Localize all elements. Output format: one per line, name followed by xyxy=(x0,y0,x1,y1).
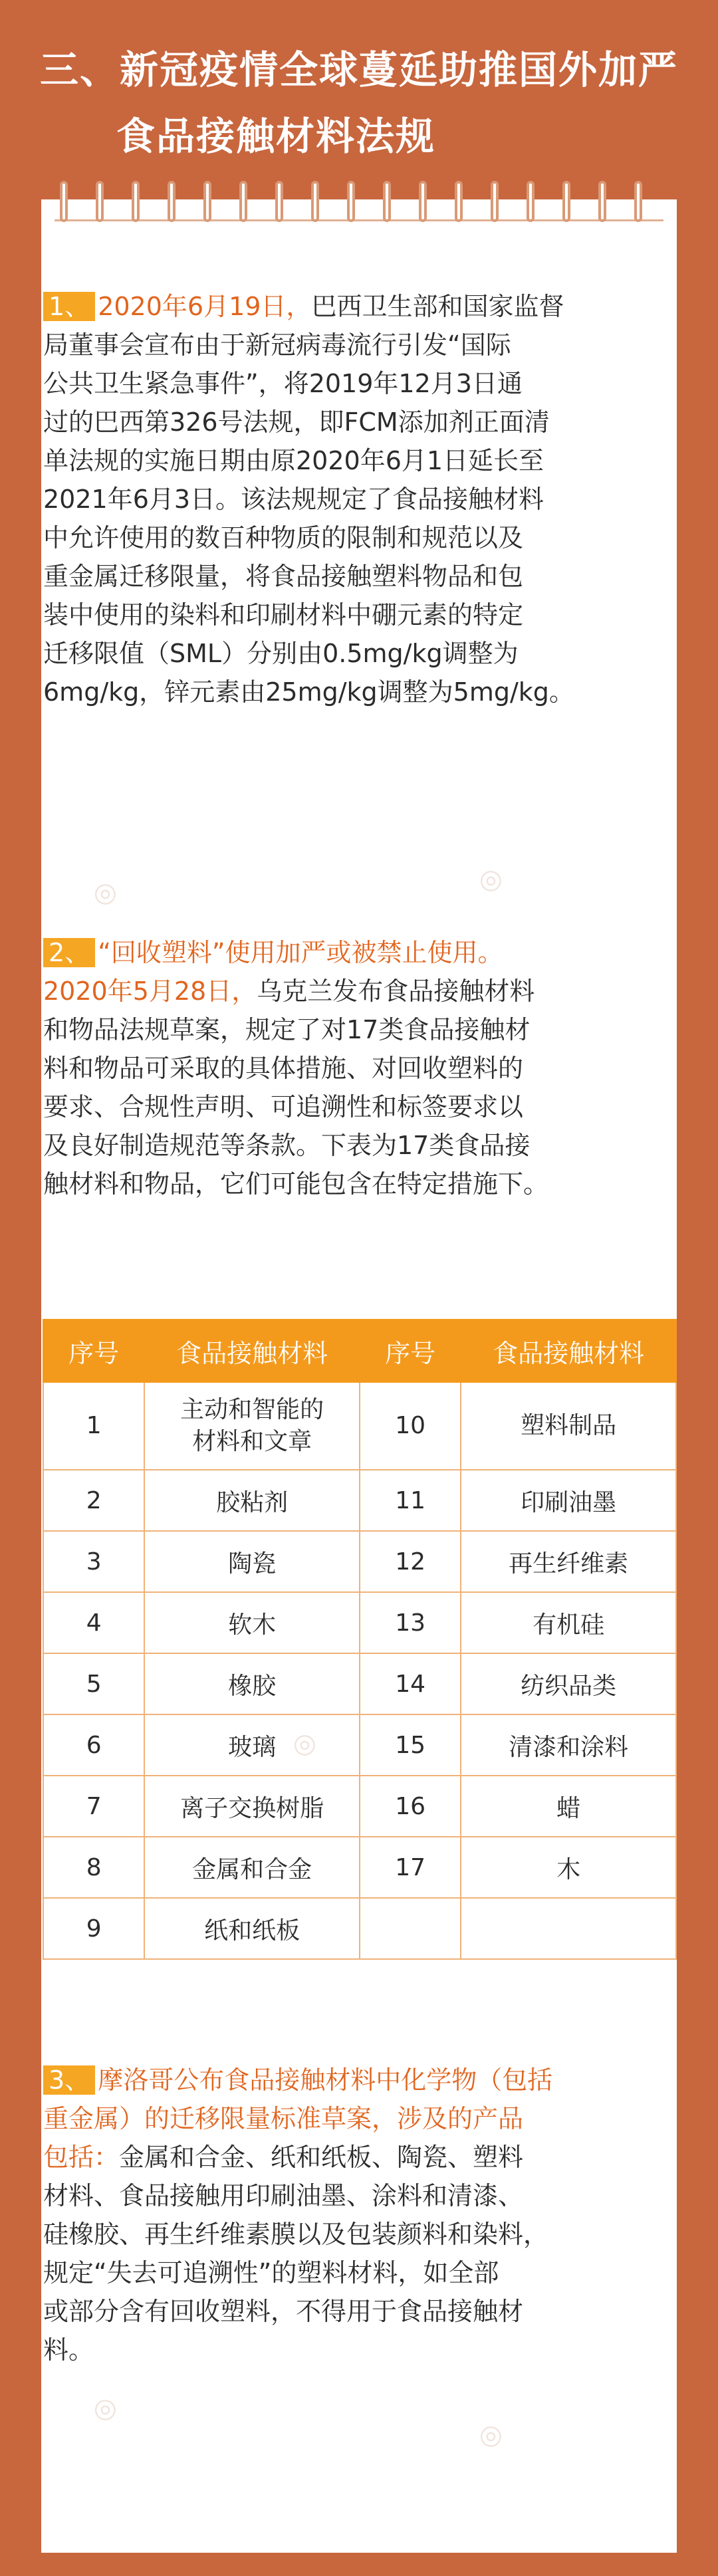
section-1-line: 过的巴西第326号法规，即FCM添加剂正面清 xyxy=(43,408,550,437)
page-title xyxy=(0,0,718,179)
table-cell: 纸和纸板 xyxy=(144,1898,360,1959)
table-row xyxy=(43,1382,676,1470)
table-cell: 10 xyxy=(360,1382,461,1470)
section-2-line: 触材料和物品，它们可能包含在特定措施下。 xyxy=(43,1169,549,1199)
section-2-line: 及良好制造规范等条款。下表为17类食品接 xyxy=(43,1131,531,1160)
column-header: 食品接触材料 xyxy=(461,1320,676,1382)
table-cell: 6 xyxy=(43,1714,144,1776)
table-row xyxy=(43,1470,676,1531)
table-cell: 清漆和涂料 xyxy=(461,1714,676,1776)
table-cell: 14 xyxy=(360,1653,461,1714)
table-cell: 12 xyxy=(360,1531,461,1592)
table-cell: 橡胶 xyxy=(144,1653,360,1714)
section-1-line: 重金属迁移限量，将食品接触塑料物品和包 xyxy=(43,562,524,591)
table-cell: 16 xyxy=(360,1776,461,1837)
section-1 xyxy=(43,287,608,711)
table-row xyxy=(43,1653,676,1714)
watermark-logo: ◎ xyxy=(88,874,121,911)
table-cell xyxy=(360,1898,461,1959)
table-cell: 木 xyxy=(461,1837,676,1898)
section-1-line: 2021年6月3日。该法规规定了食品接触材料 xyxy=(43,485,544,514)
notebook-rings xyxy=(41,181,677,227)
table-cell: 13 xyxy=(360,1592,461,1653)
table-cell: 玻璃 xyxy=(144,1714,360,1776)
section-1-line: 迁移限值（SML）分别由0.5mg/kg调整为 xyxy=(43,639,519,668)
table-cell: 4 xyxy=(43,1592,144,1653)
section-2-line: 要求、合规性声明、可追溯性和标签要求以 xyxy=(43,1092,524,1121)
section-1-line: 6mg/kg，锌元素由25mg/kg调整为5mg/kg。 xyxy=(43,677,574,707)
table-cell: 1 xyxy=(43,1382,144,1470)
table-cell: 印刷油墨 xyxy=(461,1470,676,1531)
table-cell: 离子交换树脂 xyxy=(144,1776,360,1837)
section-1-line: 局董事会宣布由于新冠病毒流行引发“国际 xyxy=(43,330,511,360)
table-cell: 胶粘剂 xyxy=(144,1470,360,1531)
table-cell: 9 xyxy=(43,1898,144,1959)
table-row xyxy=(43,1592,676,1653)
section-2 xyxy=(43,933,608,1203)
section-2-line: 料和物品可采取的具体措施、对回收塑料的 xyxy=(43,1054,524,1083)
table-cell: 金属和合金 xyxy=(144,1837,360,1898)
section-1-line: 公共卫生紧急事件”，将2019年12月3日通 xyxy=(43,369,523,398)
section-3-heading: 3、 摩洛哥公布食品接触材料中化学物（包括 xyxy=(43,2061,608,2099)
title-line-1: 三、新冠疫情全球蔓延助推国外加严 xyxy=(40,47,679,92)
section-3-heading: 重金属）的迁移限量标准草案，涉及的产品 xyxy=(43,2104,524,2133)
section-1-tag: 1、 xyxy=(43,292,95,321)
section-3-line: 或部分含有回收塑料，不得用于食品接触材 xyxy=(43,2297,524,2326)
column-header: 序号 xyxy=(43,1320,144,1382)
table-cell: 3 xyxy=(43,1531,144,1592)
watermark-logo: ◎ xyxy=(288,1725,320,1762)
materials-table xyxy=(43,1319,677,1960)
table-row xyxy=(43,1531,676,1592)
table-cell: 再生纤维素 xyxy=(461,1531,676,1592)
section-1-line: 1、 2020年6月19日，巴西卫生部和国家监督 xyxy=(43,287,608,326)
section-3 xyxy=(43,2061,608,2369)
table-cell xyxy=(144,1382,360,1470)
watermark-logo: ◎ xyxy=(474,2416,507,2454)
section-1-date: 2020年6月19日， xyxy=(98,292,312,321)
table-cell: 7 xyxy=(43,1776,144,1837)
table-cell-line: 材料和文章 xyxy=(192,1428,312,1455)
section-3-line: 硅橡胶、再生纤维素膜以及包装颜料和染料， xyxy=(43,2220,549,2249)
section-1-line: 单法规的实施日期由原2020年6月1日延长至 xyxy=(43,446,544,475)
table-cell: 塑料制品 xyxy=(461,1382,676,1470)
section-2-tag: 2、 xyxy=(43,938,95,967)
watermark-logo: ◎ xyxy=(474,861,507,898)
table-row xyxy=(43,1714,676,1776)
table-cell-line: 主动和智能的 xyxy=(180,1396,324,1423)
section-2-date: 2020年5月28日， xyxy=(43,977,257,1006)
table-cell: 15 xyxy=(360,1714,461,1776)
section-3-line: 规定“失去可追溯性”的塑料材料，如全部 xyxy=(43,2258,499,2287)
table-row xyxy=(43,1898,676,1959)
table-cell: 17 xyxy=(360,1837,461,1898)
section-3-line: 料。 xyxy=(43,2335,94,2365)
section-1-line: 中允许使用的数百种物质的限制和规范以及 xyxy=(43,523,524,552)
watermark-logo: ◎ xyxy=(88,2390,121,2427)
title-line-2: 食品接触材料法规 xyxy=(116,114,436,159)
column-header: 序号 xyxy=(360,1320,461,1382)
section-2-line: 2020年5月28日，乌克兰发布食品接触材料 xyxy=(43,977,535,1006)
table-cell: 5 xyxy=(43,1653,144,1714)
section-2-line: 和物品法规草案，规定了对17类食品接触材 xyxy=(43,1015,531,1044)
table-cell: 陶瓷 xyxy=(144,1531,360,1592)
section-1-line: 装中使用的染料和印刷材料中硼元素的特定 xyxy=(43,600,524,630)
table-cell: 11 xyxy=(360,1470,461,1531)
table-cell: 8 xyxy=(43,1837,144,1898)
table-cell xyxy=(461,1898,676,1959)
table-cell: 蜡 xyxy=(461,1776,676,1837)
column-header: 食品接触材料 xyxy=(144,1320,360,1382)
table-cell: 纺织品类 xyxy=(461,1653,676,1714)
table-header-row xyxy=(43,1320,676,1382)
section-3-line: 材料、食品接触用印刷油墨、涂料和清漆、 xyxy=(43,2181,524,2210)
table-row xyxy=(43,1837,676,1898)
section-3-tag: 3、 xyxy=(43,2065,95,2095)
table-cell: 有机硅 xyxy=(461,1592,676,1653)
table-cell: 2 xyxy=(43,1470,144,1531)
table-row xyxy=(43,1776,676,1837)
section-3-line: 包括：金属和合金、纸和纸板、陶瓷、塑料 xyxy=(43,2143,524,2172)
table-cell: 软木 xyxy=(144,1592,360,1653)
section-2-heading: 2、 “回收塑料”使用加严或被禁止使用。 xyxy=(43,933,608,972)
